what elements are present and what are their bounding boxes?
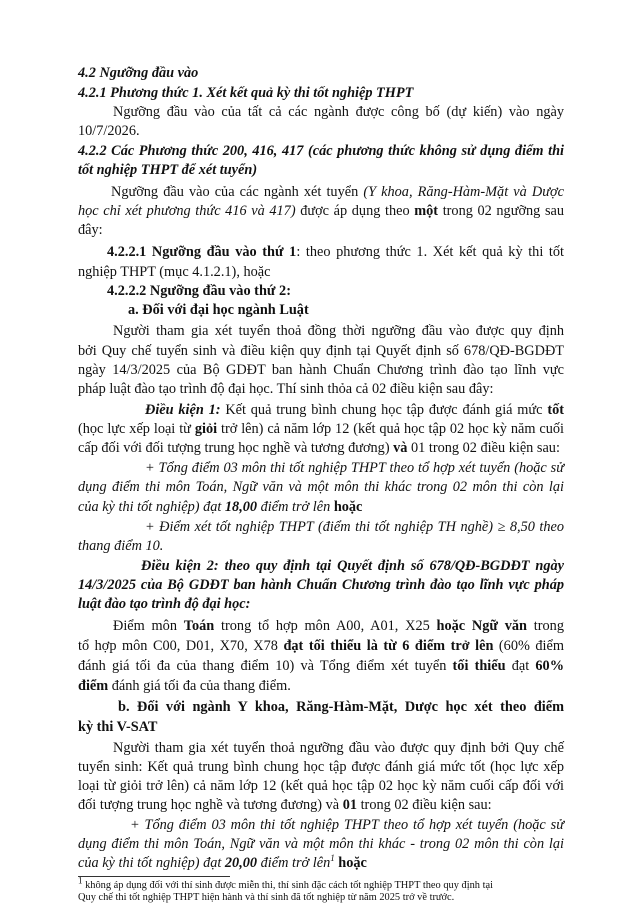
item-a-heading: a. Đối với đại học ngành Luật: [128, 302, 309, 318]
threshold-2-heading: 4.2.2.2 Ngưỡng đầu vào thứ 2:: [107, 283, 291, 299]
option-line: thang điểm 10.: [78, 538, 164, 554]
paragraph-line: tổ hợp môn C00, D01, X70, X78 đạt tối thiểu là từ 6 điểm trở lên (60% điểm: [78, 638, 564, 654]
section-heading: 4.2 Ngưỡng đầu vào: [78, 65, 199, 81]
paragraph-line: pháp luật đào tạo trình độ đại học. Thí sinh thỏa cả 02 điều kiện sau đây:: [78, 381, 494, 397]
condition-2: Điều kiện 2: theo quy định tại Quyết định số 678/QĐ-BGDĐT ngày: [141, 558, 564, 574]
footnote-divider: [78, 876, 230, 877]
condition-2-cont: 14/3/2025 của Bộ GDĐT ban hành Chuẩn Chương trình đào tạo lĩnh vực pháp: [78, 577, 564, 593]
paragraph-line: cấp đối với đối tượng trung học nghề và tương đương) và 01 trong 02 điều kiện sau:: [78, 440, 560, 456]
footnote: $^1$ không áp dụng đối với thí sinh được miễn thi, thí sinh đặc cách tốt nghiệp THPT theo quy định tại: [78, 875, 493, 891]
subsection-heading-4-2-2-cont: tốt nghiệp THPT để xét tuyển): [78, 162, 258, 178]
condition-1: Điều kiện 1: Kết quả trung bình chung học tập được đánh giá mức tốt: [145, 402, 564, 418]
option-line: dụng điểm thi môn Toán, Ngữ văn và một môn thi khác - trong 02 môn thi còn lại: [78, 836, 564, 852]
paragraph-line: 10/7/2026.: [78, 123, 140, 139]
threshold-1-cont: nghiệp THPT (mục 4.1.2.1), hoặc: [78, 264, 271, 280]
paragraph-line: đây:: [78, 222, 103, 238]
item-b-heading-cont: kỳ thi V-SAT: [78, 719, 158, 735]
paragraph-line: Ngưỡng đầu vào của tất cả các ngành được công bố (dự kiến) vào ngày: [113, 104, 564, 120]
paragraph-line: ngày 14/3/2025 của Bộ GDĐT ban hành Chuẩn Chương trình đào tạo lĩnh vực: [78, 362, 564, 378]
paragraph-line: đối tượng trung học nghề và tương đương) và 01 trong 02 điều kiện sau:: [78, 797, 492, 813]
paragraph-line: học chỉ xét phương thức 416 và 417) được áp dụng theo một trong 02 ngưỡng sau: [78, 203, 564, 219]
footnote-ref: 1: [330, 853, 335, 864]
paragraph-line: đánh giá tối đa của thang điểm 10) và Tổng điểm xét tuyển tối thiểu đạt 60%: [78, 658, 564, 674]
paragraph-line: Điểm môn Toán trong tổ hợp môn A00, A01, X25 hoặc Ngữ văn trong: [113, 618, 564, 634]
paragraph-line: Người tham gia xét tuyển thoả đồng thời ngưỡng đầu vào được quy định: [113, 323, 564, 339]
condition-2-cont: luật đào tạo trình độ đại học:: [78, 596, 251, 612]
item-b-heading: b. Đối với ngành Y khoa, Răng-Hàm-Mặt, Dược học xét theo điểm: [118, 699, 564, 715]
subsection-heading-4-2-1: 4.2.1 Phương thức 1. Xét kết quả kỳ thi tốt nghiệp THPT: [78, 85, 414, 101]
option-line: + Điểm xét tốt nghiệp THPT (điểm thi tốt nghiệp TH nghề) ≥ 8,50 theo: [145, 519, 564, 535]
paragraph-line: tuyển sinh: Kết quả trung bình chung học tập được đánh giá mức tốt (học lực xếp: [78, 759, 564, 775]
option-line: + Tổng điểm 03 môn thi tốt nghiệp THPT theo tổ hợp xét tuyển (hoặc sử: [130, 817, 564, 833]
option-line: + Tổng điểm 03 môn thi tốt nghiệp THPT theo tổ hợp xét tuyển (hoặc sử: [145, 460, 564, 476]
paragraph-line: (học lực xếp loại từ giỏi trở lên) cả năm lớp 12 (kết quả học tập 02 học kỳ năm cuối: [78, 421, 564, 437]
option-line: của kỳ thi tốt nghiệp) đạt 18,00 điểm trở lên hoặc: [78, 499, 363, 515]
paragraph-line: bởi Quy chế tuyển sinh và điều kiện quy định tại Quyết định số 678/QĐ-BGDĐT: [78, 343, 564, 359]
threshold-1: 4.2.2.1 Ngưỡng đầu vào thứ 1: theo phương thức 1. Xét kết quả kỳ thi tốt: [107, 244, 564, 260]
subsection-heading-4-2-2: 4.2.2 Các Phương thức 200, 416, 417 (các phương thức không sử dụng điểm thi: [78, 143, 564, 159]
paragraph-line: điểm đánh giá tối đa của thang điểm.: [78, 678, 291, 694]
option-line: của kỳ thi tốt nghiệp) đạt 20,00 điểm trở lên$^1$ hoặc: [78, 853, 367, 871]
paragraph-line: loại từ giỏi trở lên) cả năm lớp 12 (kết quả học tập 02 học kỳ năm cuối cấp đối với: [78, 778, 564, 794]
option-line: dụng điểm thi môn Toán, Ngữ văn và một môn thi khác trong 02 môn thi còn lại: [78, 479, 564, 495]
paragraph-line: Ngưỡng đầu vào của các ngành xét tuyển (Y khoa, Răng-Hàm-Mặt và Dược: [111, 184, 564, 200]
footnote-cont: Quy chế thi tốt nghiệp THPT hiện hành và thí sinh đã tốt nghiệp từ năm 2025 trở về trước.: [78, 892, 455, 903]
paragraph-line: Người tham gia xét tuyển thoả ngưỡng đầu vào được quy định bởi Quy chế: [113, 740, 564, 756]
